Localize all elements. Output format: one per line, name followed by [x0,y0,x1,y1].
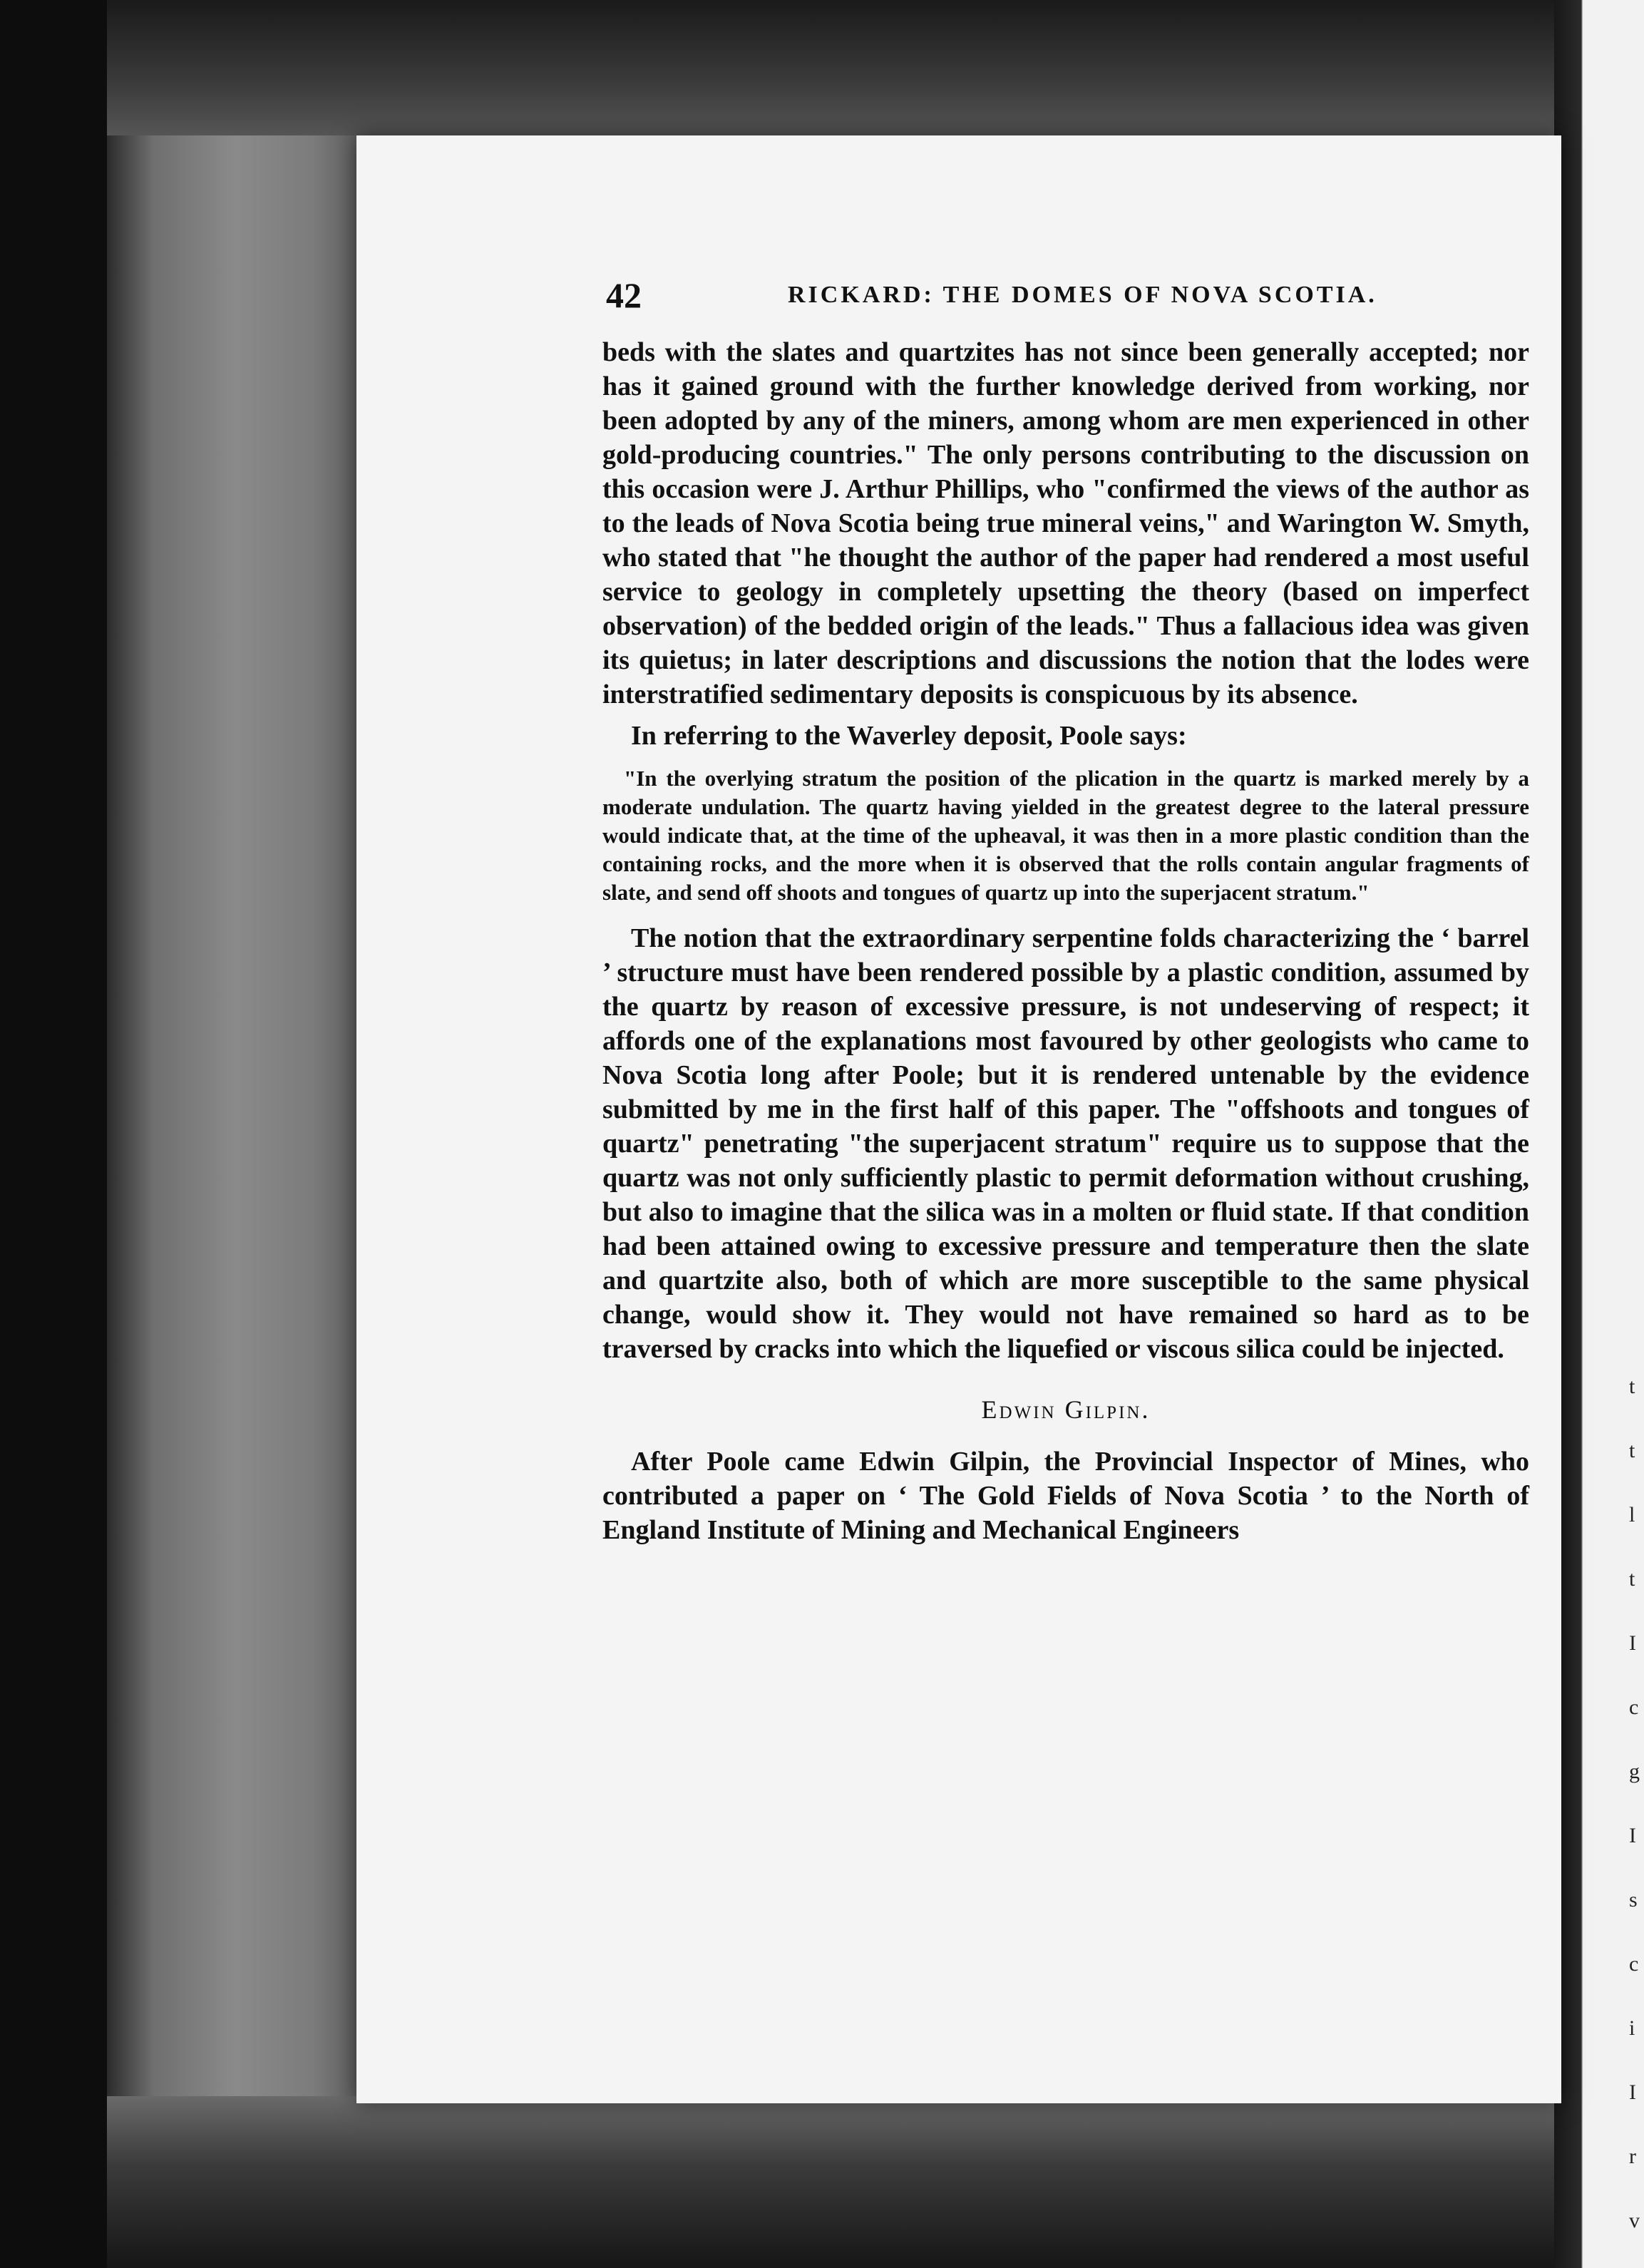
fragment-letter: I [1629,1631,1636,1655]
fragment-letter: g [1629,1760,1640,1783]
fragment-letter: v [1629,2209,1640,2232]
paragraph: In referring to the Waverley deposit, Poole says: [631,721,1187,751]
fragment-letter: I [1629,1824,1636,1847]
scanner-border-bottom [107,2096,1644,2268]
fragment-letter: l [1629,1503,1635,1526]
section-heading: Edwin Gilpin. [981,1395,1151,1424]
paragraph: beds with the slates and quartzites has not since been generally accepted; nor has it gained ground with the further knowledge derived from working, nor been adopted by any of the miners, among whom are men experienced in other gold-producing countries." The only persons contributing to the discussion on this occasion were J. Arthur Phillips, who "confirmed the views of the author as to the leads of Nova Scotia being true mineral veins," and Warington W. Smyth, who stated that "he thought the author of the paper had rendered a most useful service to geology in completely upsetting the theory (based on imperfect observation) of the bedded origin of the leads." Thus a fallacious idea was given its quietus; in later descriptions and discussions the notion that the lodes were interstratified sedimentary deposits is conspicuous by its absence. [602,337,1529,709]
page-header [606,274,1519,324]
running-head: RICKARD: THE DOMES OF NOVA SCOTIA. [788,282,1377,308]
fragment-letter: I [1629,2080,1636,2104]
fragment-letter: r [1629,2145,1636,2168]
paragraph: The notion that the extraordinary serpentine folds characterizing the ‘ barrel ’ structure must have been rendered possible by a plastic condition, assumed by the quartz by reason of excessive pressure, is not undeserving of respect; it affords one of the explanations most favoured by other geologists who came to Nova Scotia long after Poole; but it is rendered untenable by the evidence submitted by me in the first half of this paper. The "offshoots and tongues of quartz" penetrating "the superjacent stratum" require us to suppose that the quartz was not only sufficiently plastic to permit deformation without crushing, but also to imagine that the silica was in a molten or fluid state. If that condition had been attained owing to excessive pressure and temperature then the slate and quartzite also, both of which are more susceptible to the same physical change, would show it. They would not have remained so hard as to be traversed by cracks into which the liquefied or viscous silica could be injected. [602,923,1529,1364]
fragment-letter: t [1629,1375,1635,1398]
scanner-border-left [107,0,364,2268]
fragment-letter: t [1629,1567,1635,1591]
body-text [602,335,1529,1547]
fragment-letter: t [1629,1439,1635,1462]
scanner-border-top [107,0,1644,135]
block-quote: "In the overlying stratum the position of the plication in the quartz is marked merely by a moderate undulation. The quartz having yielded in the greatest degree to the lateral pressure would indicate that, at the time of the upheaval, it was then in a more plastic condition than the containing rocks, and the more when it is observed that the rolls contain angular fragments of slate, and send off shoots and tongues of quartz up into the superjacent stratum." [602,766,1529,905]
adjacent-page-fragment [1629,1355,1644,2253]
page-number: 42 [606,275,642,315]
fragment-letter: s [1629,1888,1638,1912]
fragment-letter: c [1629,1695,1639,1719]
fragment-letter: i [1629,2016,1635,2040]
book-page [356,135,1561,2103]
fragment-letter: c [1629,1952,1639,1976]
paragraph: After Poole came Edwin Gilpin, the Provincial Inspector of Mines, who contributed a paper on ‘ The Gold Fields of Nova Scotia ’ to the North of England Institute of Mining and Mechanical Engineers [602,1447,1529,1545]
